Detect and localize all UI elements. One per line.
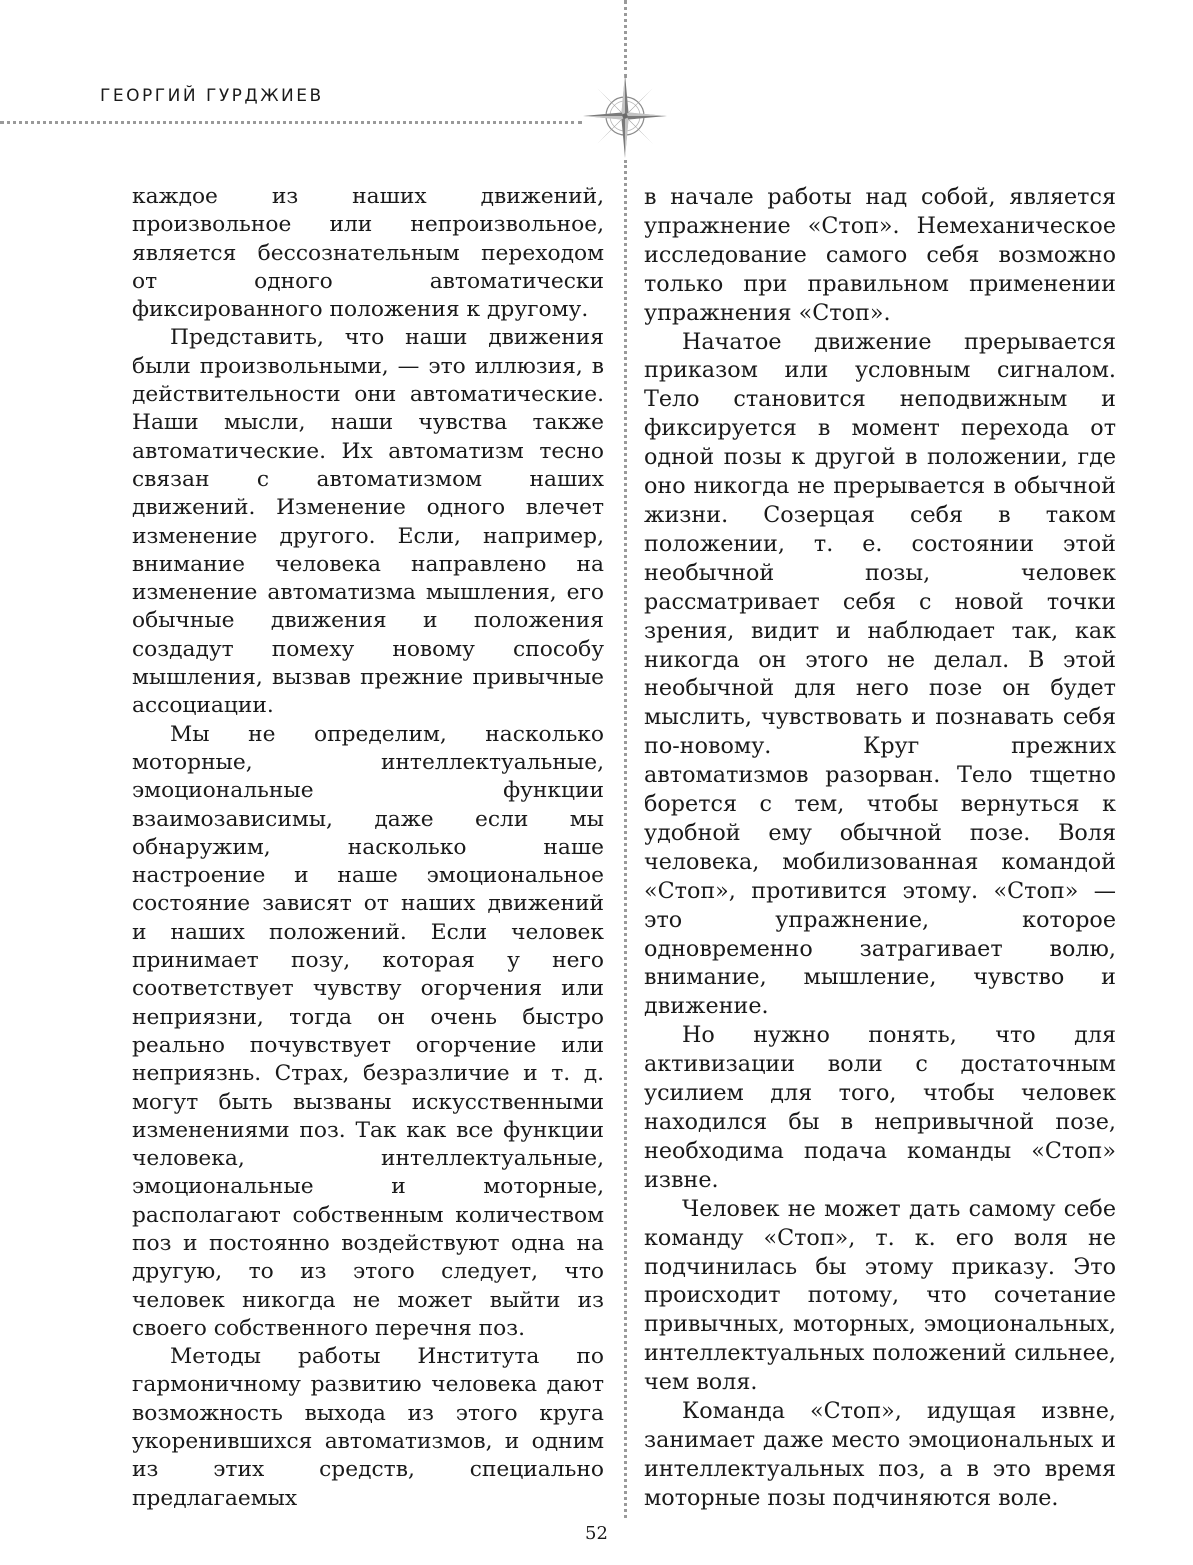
paragraph: в начале работы над собой, является упражнение «Стоп». Немеханическое исследование самого себя возможно только при правильном применении упражнения «Стоп».	[644, 184, 1116, 326]
paragraph: Но нужно понять, что для активизации воли с достаточным усилием для того, чтобы человек находился бы в непривычной позе, необходима подача команды «Стоп» извне.	[644, 1022, 1116, 1193]
column-divider	[624, 160, 627, 1518]
paragraph: Мы не определим, насколько моторные, интеллектуальные, эмоциональные функции взаимозависимы, даже если мы обнаружим, насколько наше настроение и наше эмоциональное состояние зависят от наших движений и наших положений. Если человек принимает позу, которая у него соответствует чувству огорчения или неприязни, тогда он очень быстро реально почувствует огорчение или неприязнь. Страх, безразличие и т. д. могут быть вызваны искусственными изменениями поз. Так как все функции человека, интеллектуальные, эмоциональные и моторные, располагают собственным количеством поз и постоянно воздействуют одна на другую, то из этого следует, что человек никогда не может выйти из своего собственного перечня поз.	[132, 721, 604, 1341]
header-dotted-rule	[0, 121, 582, 124]
paragraph: Начатое движение прерывается приказом или условным сигналом. Тело становится неподвижным и фиксируется в момент перехода от одной позы к другой в положении, где оно никогда не прерывается в обычной жизни. Созерцая себя в таком положении, т. е. состоянии этой необычной позы, человек рассматривает себя с новой точки зрения, видит и наблюдает так, как никогда он этого не делал. В этой необычной для него позе он будет мыслить, чувствовать и познавать себя по-новому. Круг прежних автоматизмов разорван. Тело тщетно борется с тем, чтобы вернуться к удобной ему обычной позе. Воля человека, мобилизованная командой «Стоп», противится этому. «Стоп» — это упражнение, которое одновременно затрагивает волю, внимание, мышление, чувство и движение.	[644, 328, 1116, 1020]
running-head-author: ГЕОРГИЙ ГУРДЖИЕВ	[100, 86, 324, 106]
paragraph: Человек не может дать самому себе команду «Стоп», т. к. его воля не подчинилась бы этому приказу. Это происходит потому, что сочетание привычных, моторных, эмоциональных, интеллектуальных положений сильнее, чем воля.	[644, 1195, 1116, 1396]
paragraph: Представить, что наши движения были произвольными, — это иллюзия, в действительности они автоматические. Наши мысли, наши чувства также автоматические. Их автоматизм тесно связан с автоматизмом наших движений. Изменение одного влечет изменение другого. Если, например, внимание человека направлено на изменение автоматизма мышления, его обычные движения и положения создадут помеху новому способу мышления, вызвав прежние привычные ассоциации.	[132, 325, 604, 719]
paragraph: Команда «Стоп», идущая извне, занимает даже место эмоциональных и интеллектуальных поз, а в это время моторные позы подчиняются воле.	[644, 1398, 1116, 1511]
page-number: 52	[585, 1523, 608, 1544]
compass-rose-icon	[581, 72, 669, 160]
paragraph: каждое из наших движений, произвольное или непроизвольное, является бессознательным переходом от одного автоматически фиксированного положения к другому.	[132, 184, 604, 323]
left-text-column	[132, 183, 604, 1513]
column-divider-top	[624, 0, 627, 78]
right-text-column	[644, 183, 1116, 1513]
paragraph: Методы работы Института по гармоничному развитию человека дают возможность выхода из этого круга укоренившихся автоматизмов, и одним из этих средств, специально предлагаемых	[132, 1344, 604, 1511]
